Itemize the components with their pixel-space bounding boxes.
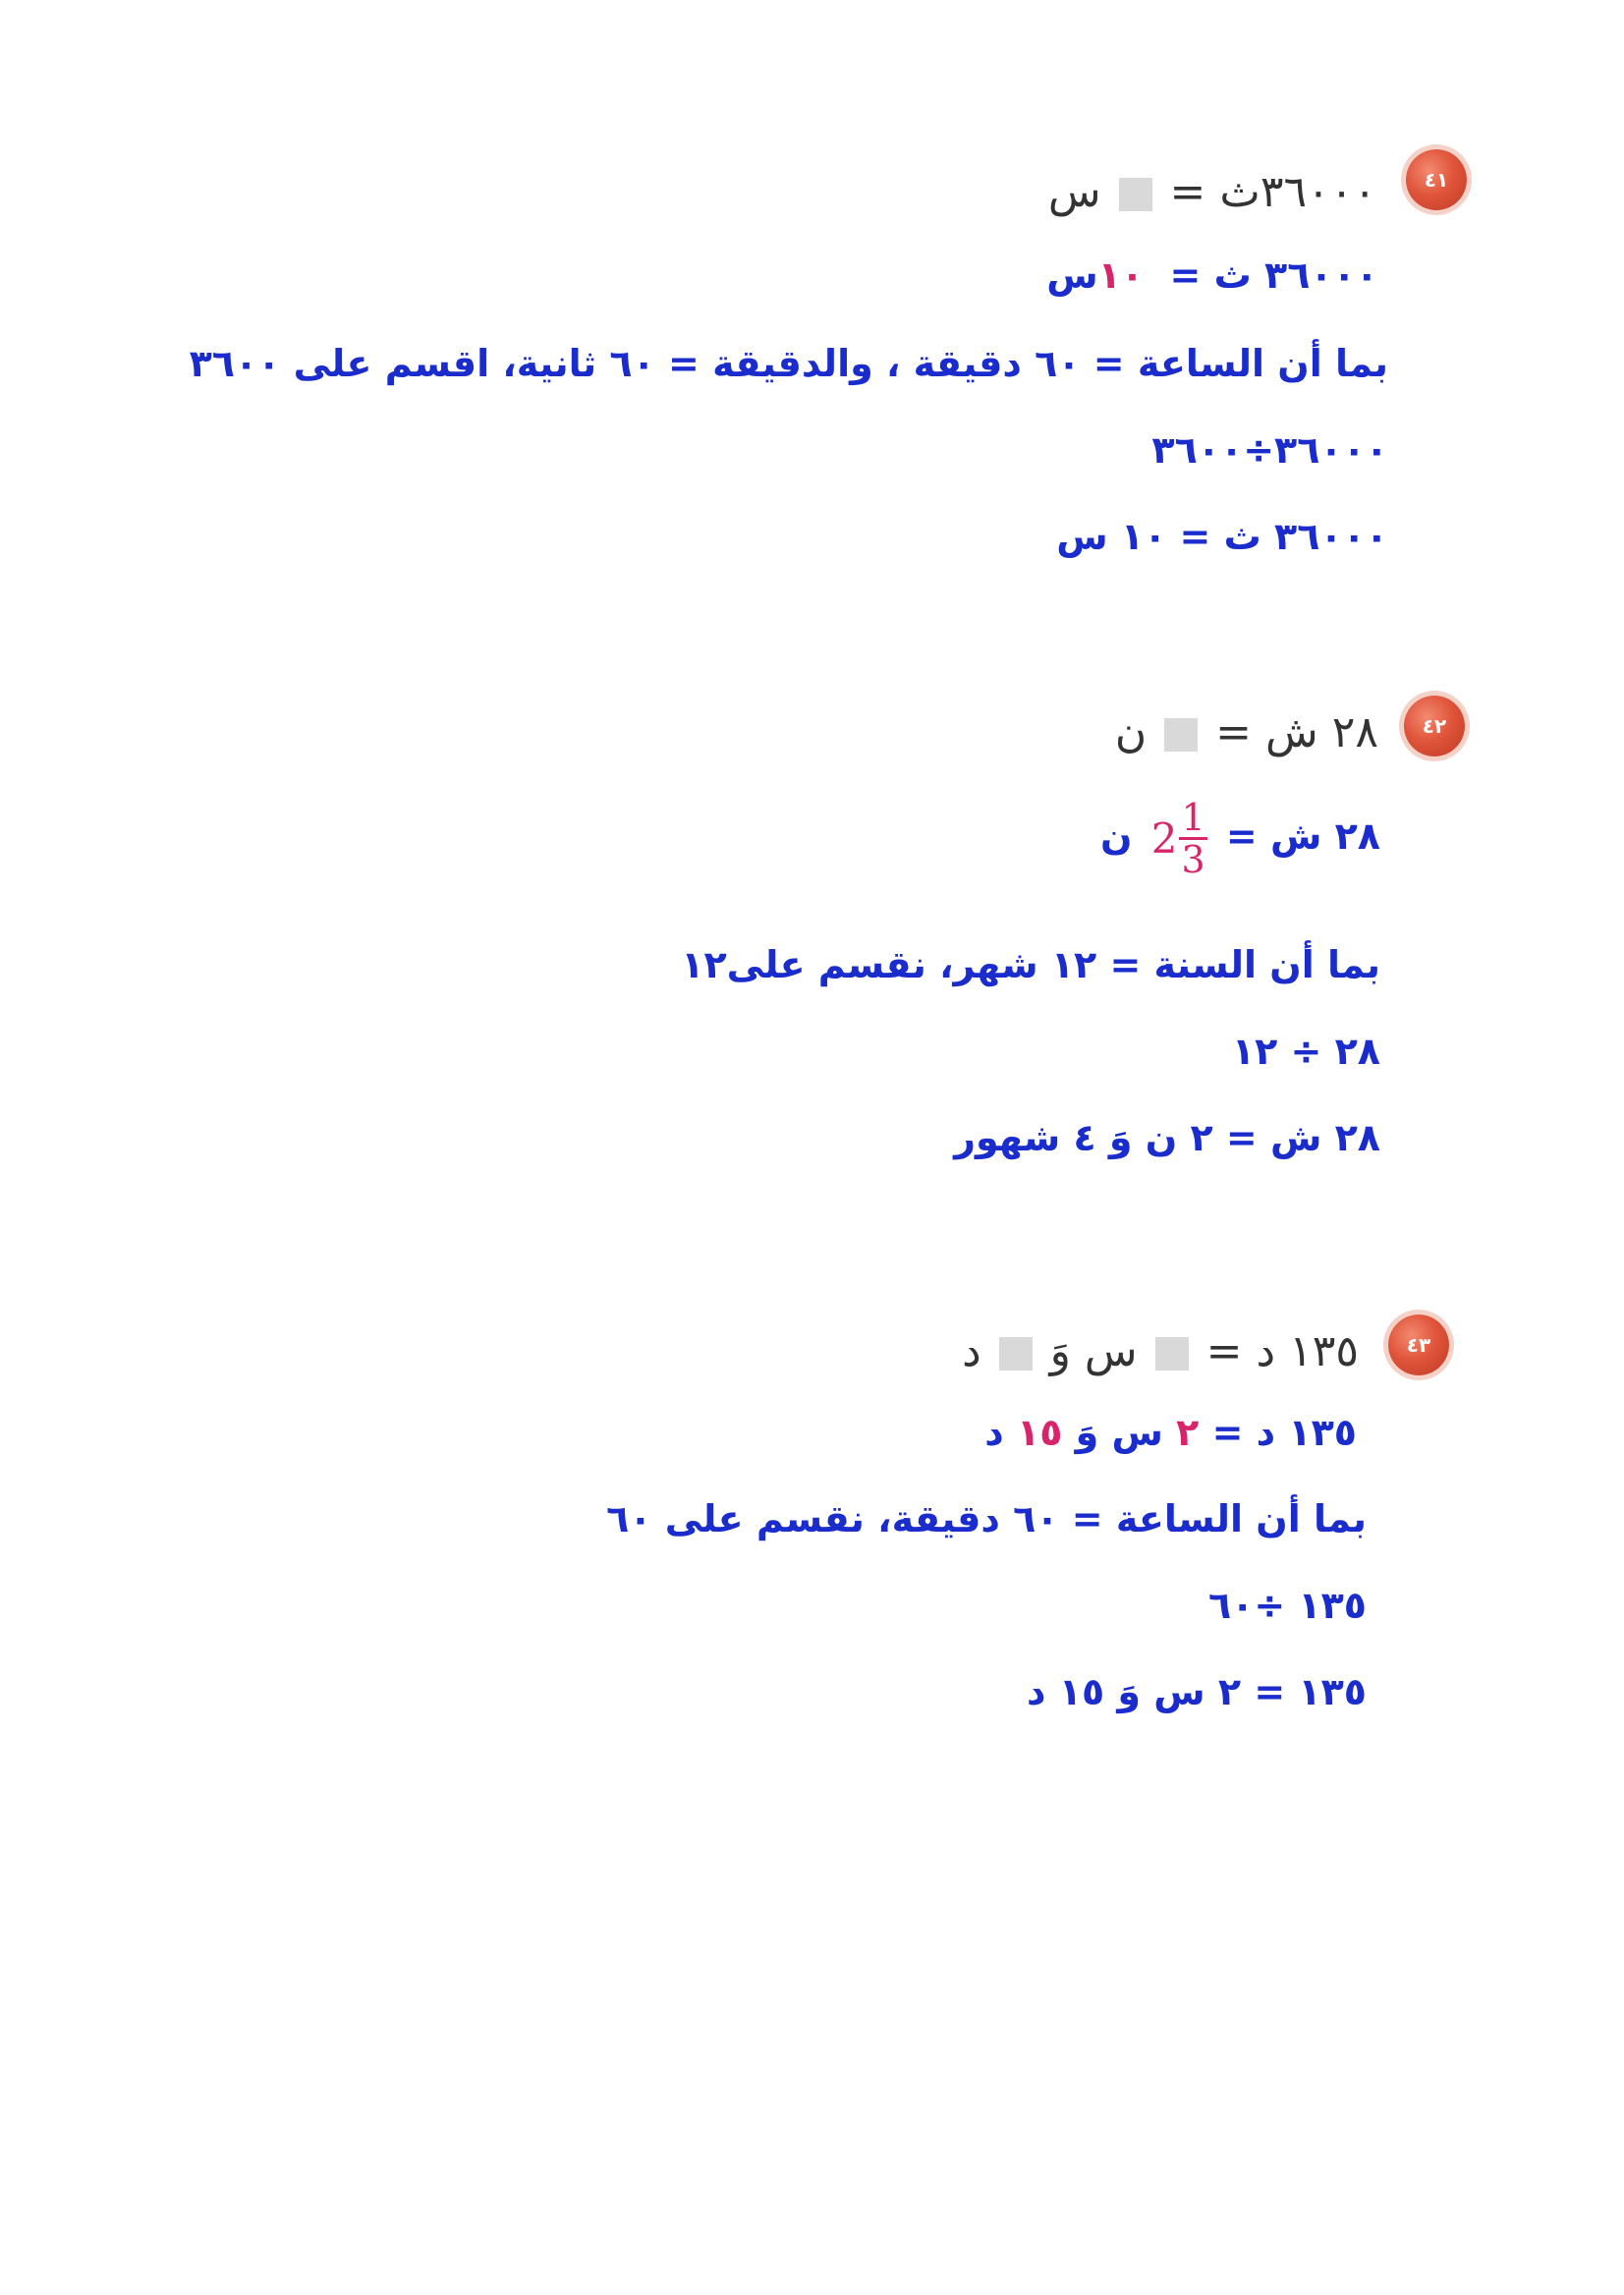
equals-sign: = [1225, 814, 1258, 858]
problem-number-badge: ٤١ [1406, 149, 1467, 210]
answer-unit: س [1111, 1411, 1163, 1454]
question-unit: س [1084, 1326, 1138, 1376]
result-line: ٣٦٠٠٠ ث = ١٠ س [1056, 515, 1388, 558]
fraction-whole: 2 [1150, 814, 1178, 863]
answer-line [1046, 253, 1378, 297]
answer-lhs: ٣٦٠٠٠ ث [1213, 253, 1378, 297]
question [1048, 167, 1376, 217]
question-value: ٣٦٠٠٠ث [1219, 167, 1376, 217]
fraction-denominator: 3 [1181, 838, 1205, 881]
operation-line: ١٣٥ ÷٦٠ [1207, 1584, 1367, 1627]
question-unit: ن [1114, 707, 1148, 757]
answer-blank [1119, 178, 1152, 211]
answer-value: ١٠ [1097, 253, 1145, 297]
question [962, 1326, 1359, 1376]
question-unit: س [1047, 167, 1101, 217]
fraction [1179, 798, 1206, 879]
answer-value: ١٥ [1017, 1411, 1063, 1454]
reason-line: بما أن الساعة = ٦٠ دقيقة ، والدقيقة = ٦٠ ثانية، اقسم على ٣٦٠٠ [189, 342, 1388, 385]
answer-value: ٢ [1176, 1411, 1200, 1454]
answer-unit: س [1046, 253, 1098, 297]
answer-lhs: ١٣٥ د [1256, 1411, 1357, 1454]
equals-sign: = [1169, 253, 1202, 297]
answer-blank [999, 1337, 1033, 1371]
equals-sign: = [1169, 167, 1206, 217]
answer-lhs: ٢٨ ش [1269, 814, 1380, 858]
answer-line [1100, 798, 1380, 879]
result-line: ٢٨ ش = ٢ ن وَ ٤ شهور [954, 1116, 1380, 1159]
problem-number-badge: ٤٣ [1388, 1315, 1449, 1375]
answer-line [984, 1411, 1357, 1454]
answer-unit: د [984, 1411, 1004, 1454]
conjunction: وَ [1049, 1326, 1071, 1376]
equals-sign: = [1205, 1326, 1243, 1376]
operation-line: ٣٦٠٠٠÷٣٦٠٠ [1151, 428, 1388, 472]
question-value: ٢٨ ش [1265, 707, 1378, 757]
answer-unit: ن [1100, 814, 1133, 858]
reason-line: بما أن الساعة = ٦٠ دقيقة، نقسم على ٦٠ [606, 1497, 1367, 1540]
question [1115, 707, 1378, 757]
result-line: ١٣٥ = ٢ س وَ ١٥ د [1027, 1670, 1367, 1713]
equals-sign: = [1211, 1411, 1244, 1454]
question-value: ١٣٥ د [1256, 1326, 1359, 1376]
answer-blank [1164, 718, 1198, 752]
fraction-numerator: 1 [1181, 796, 1205, 839]
conjunction: وَ [1075, 1411, 1099, 1454]
mixed-fraction [1151, 798, 1207, 879]
problem-number-badge: ٤٢ [1404, 696, 1465, 756]
equals-sign: = [1215, 707, 1253, 757]
answer-blank [1155, 1337, 1189, 1371]
operation-line: ٢٨ ÷ ١٢ [1231, 1030, 1380, 1073]
reason-line: بما أن السنة = ١٢ شهر، نقسم على١٢ [681, 943, 1380, 986]
question-unit: د [962, 1326, 981, 1376]
